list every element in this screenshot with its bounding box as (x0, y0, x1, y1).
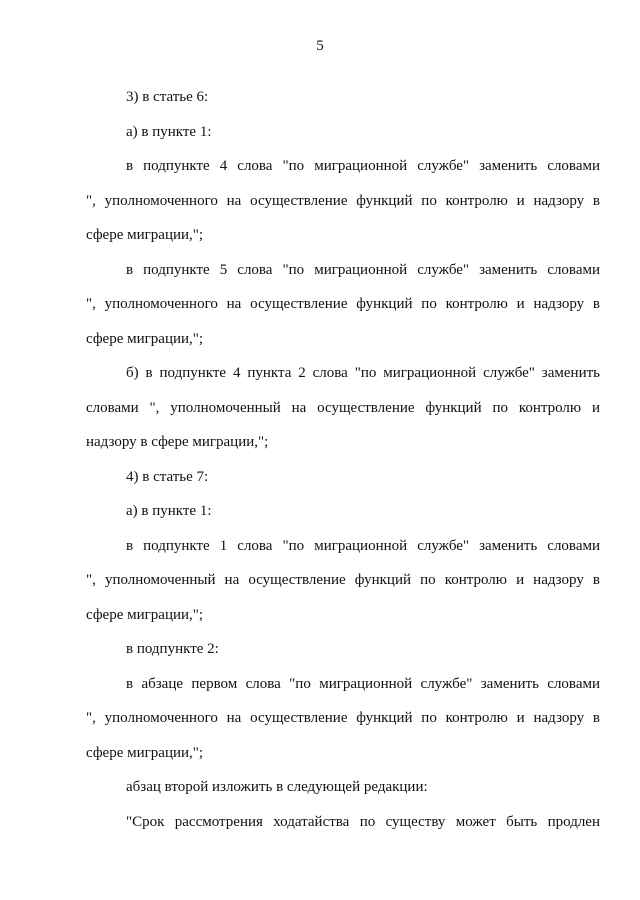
text-line: словами ", уполномоченный на осуществление функций по контролю и (86, 399, 600, 416)
paragraph-quote-start: "Срок рассмотрения ходатайства по существу может быть продлен (126, 813, 600, 830)
text-line: ", уполномоченного на осуществление функций по контролю и надзору в (86, 192, 600, 209)
text-line: сфере миграции,"; (86, 227, 204, 243)
paragraph-point-1: а) в пункте 1: (126, 503, 212, 519)
paragraph-subpoint-5 (86, 253, 600, 357)
text-line: надзору в сфере миграции,"; (86, 434, 269, 450)
paragraph-point-1: а) в пункте 1: (126, 123, 212, 140)
text-line: сфере миграции,"; (86, 330, 204, 347)
text-line: ", уполномоченного на осуществление функций по контролю и надзору в (86, 710, 600, 726)
paragraph-second-abzac: абзац второй изложить в следующей редакции: (126, 779, 428, 795)
paragraph-subpoint-4 (86, 149, 600, 253)
text-line: сфере миграции,"; (86, 606, 204, 623)
paragraph-first-abzac (86, 667, 600, 771)
document-body (86, 80, 600, 839)
text-line: ", уполномоченного на осуществление функций по контролю и надзору в (86, 296, 600, 312)
paragraph-article-7: 4) в статье 7: (126, 468, 209, 485)
text-line: в подпункте 1 слова "по миграционной службе" заменить словами (126, 537, 600, 554)
text-line: в подпункте 4 слова "по миграционной службе" заменить словами (126, 158, 600, 174)
text-line: б) в подпункте 4 пункта 2 слова "по миграционной службе" заменить (126, 365, 600, 381)
paragraph-subpoint-2: в подпункте 2: (126, 641, 219, 657)
paragraph-subpoint-1 (86, 529, 600, 633)
paragraph-point-2 (86, 356, 600, 460)
text-line: в абзаце первом слова "по миграционной службе" заменить словами (126, 675, 600, 692)
page-number: 5 (316, 38, 324, 54)
text-line: ", уполномоченный на осуществление функций по контролю и надзору в (86, 572, 600, 588)
paragraph-article-6: 3) в статье 6: (126, 89, 209, 105)
text-line: в подпункте 5 слова "по миграционной службе" заменить словами (126, 261, 600, 278)
text-line: сфере миграции,"; (86, 744, 204, 761)
